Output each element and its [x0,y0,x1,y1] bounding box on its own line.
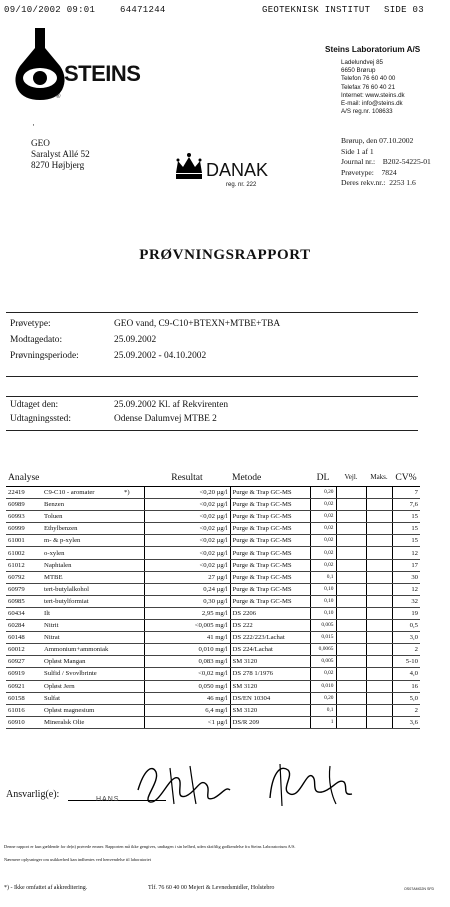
analysis-code: 60979 [6,583,42,595]
guide-value [336,499,366,511]
lab-line: Telefax 76 60 40 21 [341,83,396,91]
analysis-code: 60910 [6,716,42,728]
note-marker [122,535,144,547]
analysis-code: 60012 [6,644,42,656]
analysis-code: 60148 [6,632,42,644]
guide-value [336,595,366,607]
detection-limit: 0,02 [310,535,336,547]
guide-value [336,620,366,632]
cv-percent: 19 [392,607,420,619]
result-value: <0,02 µg/l [144,499,230,511]
fax-institute: GEOTEKNISK INSTITUT [262,5,371,15]
result-value: 46 mg/l [144,692,230,704]
customer-address [31,138,90,171]
table-row [6,547,420,559]
max-value [366,559,392,571]
address-line: 8270 Højbjerg [31,160,85,170]
analysis-name: Naphtalen [42,559,122,571]
footer-uncertainty: Nærmere oplysninger om usikkerhed kan indhentes ved henvendelse til laboratoriet [4,857,151,862]
cv-percent: 4,0 [392,668,420,680]
table-row [6,559,420,571]
sampling-info [10,400,420,428]
col-header-analyse: Analyse [6,468,144,487]
max-value [366,547,392,559]
detection-limit: 0,20 [310,487,336,499]
result-value: 2,95 mg/l [144,607,230,619]
flask-icon [10,26,70,106]
guide-value [336,632,366,644]
result-value: <0,02 µg/l [144,523,230,535]
col-header-dl: DL [310,468,336,487]
method: Purge & Trap GC-MS [230,547,310,559]
detection-limit: 0,10 [310,607,336,619]
note-marker [122,607,144,619]
cv-percent: 15 [392,523,420,535]
footer-contact: Tlf. 76 60 40 00 Mejeri & Levnedsmidler, Holstebro [148,885,275,891]
note-marker [122,583,144,595]
analysis-code: 60993 [6,511,42,523]
detection-limit: 0,1 [310,571,336,583]
danak-wordmark: DANAK [206,160,269,180]
analysis-code: 61001 [6,535,42,547]
journal-number: Journal nr.: B202-54225-01 [341,157,431,167]
cv-percent: 32 [392,595,420,607]
table-row [6,620,420,632]
detection-limit: 0,10 [310,583,336,595]
lab-line: E-mail: info@steins.dk [341,100,403,108]
detection-limit: 0,20 [310,692,336,704]
note-marker [122,716,144,728]
analysis-code: 60158 [6,692,42,704]
footer-code: OS07AMG2N SFD [404,887,435,891]
max-value [366,583,392,595]
cv-percent: 0,5 [392,620,420,632]
result-value: <0,02 mg/l [144,668,230,680]
detection-limit: 0,1 [310,704,336,716]
guide-value [336,487,366,499]
method: Purge & Trap GC-MS [230,487,310,499]
result-value: 0,050 mg/l [144,680,230,692]
col-header-guide: Vejl. [336,468,366,487]
danak-reg: reg. nr. 222 [226,182,257,188]
analysis-name: Ammonium+ammoniak [42,644,122,656]
detection-limit: 0,005 [310,620,336,632]
sample-type-code: Prøvetype: 7824 [341,167,397,177]
max-value [366,656,392,668]
guide-value [336,535,366,547]
max-value [366,680,392,692]
result-value: 41 mg/l [144,632,230,644]
max-value [366,535,392,547]
guide-value [336,583,366,595]
cv-percent: 3,6 [392,716,420,728]
result-value: <0,02 µg/l [144,535,230,547]
lab-line: Telefon 76 60 40 00 [341,75,396,83]
result-value: <0,005 mg/l [144,620,230,632]
result-value: 0,24 µg/l [144,583,230,595]
analysis-name: Ethylbenzen [42,523,122,535]
table-row [6,535,420,547]
guide-value [336,716,366,728]
guide-value [336,692,366,704]
table-row [6,571,420,583]
analysis-name: MTBE [42,571,122,583]
guide-value [336,511,366,523]
result-value: 27 µg/l [144,571,230,583]
accreditation-note: *) - Ikke omfattet af akkreditering. [4,885,88,891]
responsible-label: Ansvarlig(e): [6,789,60,800]
signatory-name: HANS [96,796,120,803]
table-row [6,668,420,680]
max-value [366,511,392,523]
guide-value [336,704,366,716]
table-row [6,692,420,704]
guide-value [336,523,366,535]
analysis-name: Opløst magnesium [42,704,122,716]
analysis-code: 60919 [6,668,42,680]
detection-limit: 0,015 [310,632,336,644]
signatures [130,760,380,808]
lab-line: Ladelundvej 85 [341,59,383,66]
note-marker [122,499,144,511]
guide-value [336,571,366,583]
note-marker [122,523,144,535]
fax-datetime: 09/10/2002 09:01 [4,5,96,15]
result-value: 0,083 mg/l [144,656,230,668]
cv-percent: 7,6 [392,499,420,511]
table-row [6,716,420,728]
result-value: <0,02 µg/l [144,511,230,523]
lab-contact [341,59,405,116]
table-row [6,499,420,511]
method: DS/R 209 [230,716,310,728]
analysis-name: C9-C10 - aromater [42,487,122,499]
method: SM 3120 [230,704,310,716]
cv-percent: 30 [392,571,420,583]
cv-percent: 12 [392,583,420,595]
max-value [366,716,392,728]
logo-reg-mark: ® [56,94,61,100]
guide-value [336,559,366,571]
analysis-name: tert-butylalkohol [42,583,122,595]
table-header-row [6,468,420,487]
report-meta [341,136,431,189]
analysis-code: 61002 [6,547,42,559]
note-marker [122,511,144,523]
detection-limit: 0,010 [310,680,336,692]
method: Purge & Trap GC-MS [230,523,310,535]
max-value [366,632,392,644]
max-value [366,523,392,535]
max-value [366,571,392,583]
table-row [6,704,420,716]
col-header-max: Maks. [366,468,392,487]
result-value: <0,20 µg/l [144,487,230,499]
cv-percent: 12 [392,547,420,559]
note-marker [122,680,144,692]
detection-limit: 0,10 [310,595,336,607]
analysis-code: 60792 [6,571,42,583]
col-header-cv: CV% [392,468,420,487]
place-row: Udtagningssted: Odense Dalumvej MTBE 2 [10,414,217,424]
cv-percent: 17 [392,559,420,571]
result-value: 0,30 µg/l [144,595,230,607]
detection-limit: 0,02 [310,511,336,523]
method: Purge & Trap GC-MS [230,595,310,607]
note-marker [122,547,144,559]
guide-value [336,644,366,656]
table-row [6,583,420,595]
table-row [6,607,420,619]
crown-icon [172,151,206,185]
detection-limit: 0,02 [310,499,336,511]
max-value [366,704,392,716]
address-line: GEO [31,138,50,148]
report-page: Side 1 af 1 [341,146,374,156]
analysis-name: tert-butylformiat [42,595,122,607]
detection-limit: 0,0065 [310,644,336,656]
result-value: <0,02 µg/l [144,547,230,559]
cv-percent: 7 [392,487,420,499]
analysis-code: 60434 [6,607,42,619]
result-value: 6,4 mg/l [144,704,230,716]
method: DS 222/223/Lachat [230,632,310,644]
report-title: PRØVNINGSRAPPORT [139,247,311,263]
cv-percent: 2 [392,644,420,656]
note-marker [122,620,144,632]
guide-value [336,607,366,619]
table-row [6,656,420,668]
result-value: 0,010 mg/l [144,644,230,656]
analysis-code: 60284 [6,620,42,632]
guide-value [336,656,366,668]
results-table [6,468,420,729]
table-row [6,487,420,499]
requisition-number: Deres rekv.nr.: 2253 1.6 [341,178,416,188]
note-marker [122,668,144,680]
analysis-name: o-xylen [42,547,122,559]
fax-page: SIDE 03 [384,5,424,15]
method: DS/EN 10304 [230,692,310,704]
note-marker [122,704,144,716]
table-row [6,632,420,644]
analysis-code: 61016 [6,704,42,716]
method: Purge & Trap GC-MS [230,511,310,523]
method: Purge & Trap GC-MS [230,499,310,511]
method: DS 224/Lachat [230,644,310,656]
analysis-name: m- & p-xylen [42,535,122,547]
analysis-name: Sulfat [42,692,122,704]
guide-value [336,668,366,680]
cv-percent: 15 [392,511,420,523]
fax-number: 64471244 [120,5,166,15]
max-value [366,620,392,632]
method: DS 222 [230,620,310,632]
detection-limit: 0,02 [310,559,336,571]
table-row [6,595,420,607]
max-value [366,668,392,680]
note-marker [122,692,144,704]
analysis-code: 60921 [6,680,42,692]
table-row [6,680,420,692]
method: SM 3120 [230,656,310,668]
footer-disclaimer: Denne rapport er kun gældende for de(n) prøvede emner. Rapporten må ikke gengives, undtagen i sin helhed, uden skriftlig godkendelse fra Steins Laboratorium A/S. [4,844,296,849]
analysis-name: Ilt [42,607,122,619]
analysis-name: Opløst Jern [42,680,122,692]
steins-logo [10,26,70,106]
lab-line: A/S reg.nr. 108633 [341,108,393,116]
method: DS 2206 [230,607,310,619]
max-value [366,487,392,499]
cv-percent: 5-10 [392,656,420,668]
note-marker [122,559,144,571]
max-value [366,644,392,656]
analysis-name: Benzen [42,499,122,511]
analysis-code: 61012 [6,559,42,571]
cv-percent: 5,0 [392,692,420,704]
taken-row: Udtaget den: 25.09.2002 Kl. af Rekvirenten [10,400,229,410]
analysis-name: Nitrat [42,632,122,644]
cv-percent: 2 [392,704,420,716]
note-marker [122,656,144,668]
note-marker [122,644,144,656]
analysis-code: 60927 [6,656,42,668]
col-header-method: Metode [230,468,310,487]
col-header-result: Resultat [144,468,230,487]
lab-name: Steins Laboratorium A/S [325,45,421,54]
address-line: Saralyst Allé 52 [31,149,90,159]
lab-line: Internet: www.steins.dk [341,91,405,99]
report-date: Brørup, den 07.10.2002 [341,136,414,145]
detection-limit: 0,02 [310,668,336,680]
result-value: <1 µg/l [144,716,230,728]
analysis-name: Opløst Mangan [42,656,122,668]
method: Purge & Trap GC-MS [230,583,310,595]
max-value [366,692,392,704]
cv-percent: 16 [392,680,420,692]
note-marker [122,571,144,583]
analysis-code: 60989 [6,499,42,511]
method: Purge & Trap GC-MS [230,571,310,583]
note-marker [122,632,144,644]
analysis-code: 60985 [6,595,42,607]
table-row [6,644,420,656]
detection-limit: 0,02 [310,547,336,559]
method: Purge & Trap GC-MS [230,559,310,571]
lab-line: 6650 Brørup [341,67,376,75]
cv-percent: 15 [392,535,420,547]
received-row: Modtagedato: 25.09.2002 [10,335,157,345]
analysis-name: Toluen [42,511,122,523]
max-value [366,607,392,619]
method: DS 278 1/1976 [230,668,310,680]
detection-limit: 0,005 [310,656,336,668]
table-row [6,523,420,535]
guide-value [336,680,366,692]
analysis-code: 22419 [6,487,42,499]
cv-percent: 3,0 [392,632,420,644]
method: Purge & Trap GC-MS [230,535,310,547]
analysis-name: Nitrit [42,620,122,632]
guide-value [336,547,366,559]
logo-wordmark: STEINS [64,61,141,86]
period-row: Prøvningsperiode: 25.09.2002 - 04.10.2002 [10,351,207,361]
analysis-name: Sulfid / Svovlbrinte [42,668,122,680]
table-row [6,511,420,523]
max-value [366,595,392,607]
max-value [366,499,392,511]
method: SM 3120 [230,680,310,692]
analysis-code: 60999 [6,523,42,535]
detection-limit: 0,02 [310,523,336,535]
note-marker: *) [122,487,144,499]
analysis-name: Mineralsk Olie [42,716,122,728]
note-marker [122,595,144,607]
sample-type-row: Prøvetype: GEO vand, C9-C10+BTEXN+MTBE+TBA [10,319,281,329]
danak-logo [172,151,206,190]
sample-info [10,319,420,367]
result-value: <0,02 µg/l [144,559,230,571]
detection-limit: 1 [310,716,336,728]
